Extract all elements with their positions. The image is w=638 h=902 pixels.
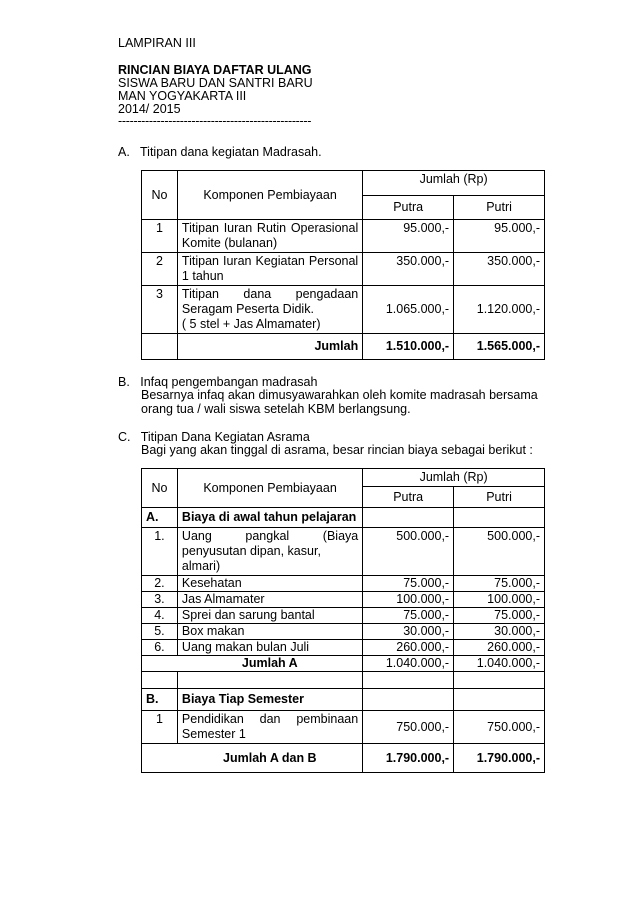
table-row bbox=[142, 608, 545, 624]
row-putri: 75.000,- bbox=[454, 608, 545, 624]
row-putra: 95.000,- bbox=[363, 220, 454, 253]
row-putri: 260.000,- bbox=[454, 640, 545, 656]
col-komponen-header: Komponen Pembiayaan bbox=[177, 171, 362, 220]
jumlah-a-putri: 1.040.000,- bbox=[454, 656, 545, 672]
lampiran-label: LAMPIRAN III bbox=[118, 36, 196, 50]
row-putra: 75.000,- bbox=[363, 576, 454, 592]
total-label: Jumlah bbox=[177, 334, 362, 360]
table-row bbox=[142, 253, 545, 286]
total-putri: 1.565.000,- bbox=[454, 334, 545, 360]
section-b-heading: B. Infaq pengembangan madrasah bbox=[118, 375, 318, 389]
row-no: 5. bbox=[142, 624, 178, 640]
row-putra: 350.000,- bbox=[363, 253, 454, 286]
total-label: Jumlah A dan B bbox=[177, 744, 362, 773]
section-b-text-1: Besarnya infaq akan dimusyawarahkan oleh komite madrasah bersama bbox=[141, 388, 538, 402]
row-putri: 500.000,- bbox=[454, 528, 545, 576]
row-komponen bbox=[177, 286, 362, 334]
col-jumlah-header: Jumlah (Rp) bbox=[363, 171, 545, 196]
col-jumlah-header: Jumlah (Rp) bbox=[363, 469, 545, 487]
jumlah-a-label: Jumlah A bbox=[177, 656, 362, 672]
table-a bbox=[141, 170, 545, 360]
row-putri: 75.000,- bbox=[454, 576, 545, 592]
table-row bbox=[142, 286, 545, 334]
row-komponen bbox=[177, 253, 362, 286]
section-b-text-2: orang tua / wali siswa setelah KBM berlangsung. bbox=[141, 402, 411, 416]
table-row bbox=[142, 576, 545, 592]
row-komponen: Uang makan bulan Juli bbox=[177, 640, 362, 656]
col-no-header: No bbox=[142, 171, 178, 220]
header-year: 2014/ 2015 bbox=[118, 102, 181, 116]
group-a-row bbox=[142, 508, 545, 528]
document-title: RINCIAN BIAYA DAFTAR ULANG bbox=[118, 63, 312, 77]
row-komponen: Sprei dan sarung bantal bbox=[177, 608, 362, 624]
header-line-1: SISWA BARU DAN SANTRI BARU bbox=[118, 76, 313, 90]
col-putra-header: Putra bbox=[363, 196, 454, 220]
row-putra: 100.000,- bbox=[363, 592, 454, 608]
row-putri: 95.000,- bbox=[454, 220, 545, 253]
table-row bbox=[142, 624, 545, 640]
komponen-line: ( 5 stel + Jas Almamater) bbox=[181, 317, 321, 331]
komponen-line: Titipan Iuran Kegiatan Personal bbox=[181, 254, 359, 268]
row-putri: 350.000,- bbox=[454, 253, 545, 286]
section-c-text: Bagi yang akan tinggal di asrama, besar rincian biaya sebagai berikut : bbox=[141, 443, 533, 457]
row-no: 2 bbox=[142, 253, 178, 286]
spacer-row bbox=[142, 672, 545, 689]
row-no: 6. bbox=[142, 640, 178, 656]
col-putri-header: Putri bbox=[454, 487, 545, 508]
row-putri: 750.000,- bbox=[454, 711, 545, 744]
komponen-line: Titipan Iuran Rutin Operasional bbox=[181, 221, 359, 235]
col-no-header: No bbox=[142, 469, 178, 508]
total-row bbox=[142, 334, 545, 360]
header-divider: -------------------------------------------------- bbox=[118, 114, 312, 128]
section-a-heading: A. Titipan dana kegiatan Madrasah. bbox=[118, 145, 322, 159]
header-line-2: MAN YOGYAKARTA III bbox=[118, 89, 247, 103]
group-a-no: A. bbox=[142, 508, 178, 528]
total-putri: 1.790.000,- bbox=[454, 744, 545, 773]
row-komponen bbox=[177, 528, 362, 576]
col-putri-header: Putri bbox=[454, 196, 545, 220]
komponen-line: Titipan dana pengadaan bbox=[181, 287, 359, 301]
table-c bbox=[141, 468, 545, 773]
col-komponen-header: Komponen Pembiayaan bbox=[177, 469, 362, 508]
komponen-line: Pendidikan dan pembinaan bbox=[181, 712, 359, 726]
komponen-line: Semester 1 bbox=[181, 727, 246, 741]
table-row bbox=[142, 592, 545, 608]
row-putra: 1.065.000,- bbox=[363, 286, 454, 334]
row-putri: 30.000,- bbox=[454, 624, 545, 640]
row-no: 1 bbox=[142, 220, 178, 253]
row-putra: 30.000,- bbox=[363, 624, 454, 640]
total-putra: 1.510.000,- bbox=[363, 334, 454, 360]
group-b-label: Biaya Tiap Semester bbox=[177, 689, 362, 711]
total-row bbox=[142, 744, 545, 773]
row-no: 3. bbox=[142, 592, 178, 608]
col-putra-header: Putra bbox=[363, 487, 454, 508]
row-putri: 100.000,- bbox=[454, 592, 545, 608]
group-b-no: B. bbox=[142, 689, 178, 711]
row-no: 2. bbox=[142, 576, 178, 592]
section-c-heading: C. Titipan Dana Kegiatan Asrama bbox=[118, 430, 310, 444]
komponen-line: 1 tahun bbox=[181, 269, 224, 283]
komponen-line: Uang pangkal (Biaya bbox=[181, 529, 359, 543]
table-row bbox=[142, 528, 545, 576]
row-no: 1. bbox=[142, 528, 178, 576]
row-komponen bbox=[177, 711, 362, 744]
row-putra: 500.000,- bbox=[363, 528, 454, 576]
row-putra: 750.000,- bbox=[363, 711, 454, 744]
table-row bbox=[142, 220, 545, 253]
group-b-row bbox=[142, 689, 545, 711]
row-komponen: Kesehatan bbox=[177, 576, 362, 592]
row-komponen: Jas Almamater bbox=[177, 592, 362, 608]
komponen-line: penyusutan dipan, kasur, almari) bbox=[181, 544, 321, 573]
row-komponen bbox=[177, 220, 362, 253]
group-a-label: Biaya di awal tahun pelajaran bbox=[177, 508, 362, 528]
total-putra: 1.790.000,- bbox=[363, 744, 454, 773]
row-putri: 1.120.000,- bbox=[454, 286, 545, 334]
komponen-line: Komite (bulanan) bbox=[181, 236, 278, 250]
row-no: 4. bbox=[142, 608, 178, 624]
table-row bbox=[142, 640, 545, 656]
table-row bbox=[142, 711, 545, 744]
row-putra: 75.000,- bbox=[363, 608, 454, 624]
row-no: 3 bbox=[142, 286, 178, 334]
jumlah-a-putra: 1.040.000,- bbox=[363, 656, 454, 672]
row-putra: 260.000,- bbox=[363, 640, 454, 656]
komponen-line: Seragam Peserta Didik. bbox=[181, 302, 314, 316]
row-komponen: Box makan bbox=[177, 624, 362, 640]
jumlah-a-row bbox=[142, 656, 545, 672]
row-no: 1 bbox=[142, 711, 178, 744]
